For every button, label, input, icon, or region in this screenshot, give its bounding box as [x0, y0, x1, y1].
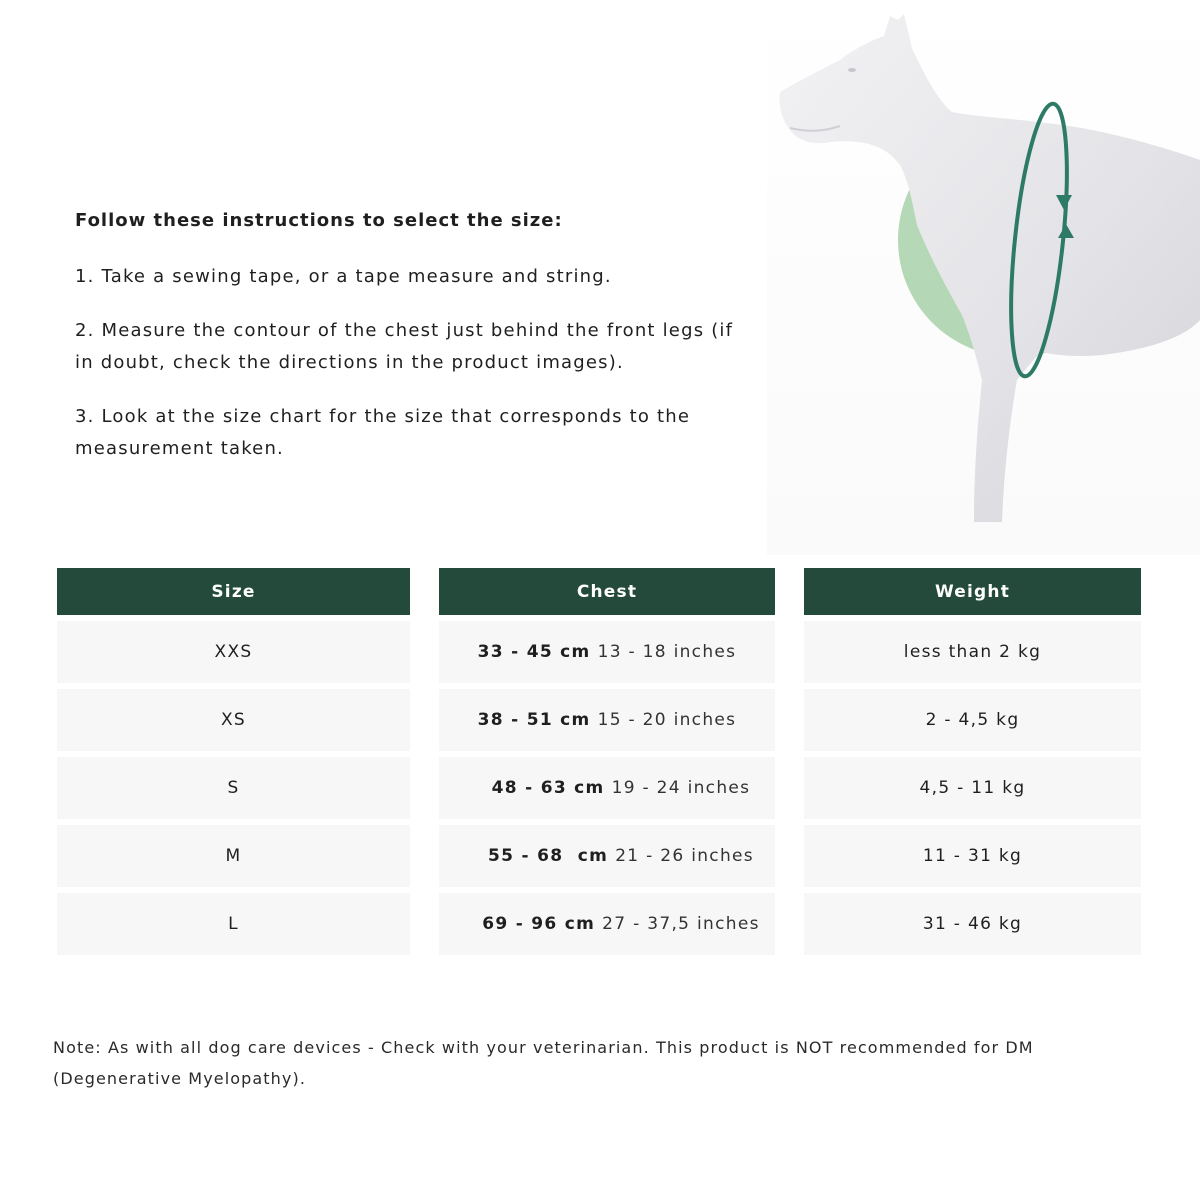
- chest-cm: 38 - 51 cm: [477, 710, 591, 730]
- size-cell-m: M: [57, 825, 410, 887]
- size-header: Size: [57, 568, 410, 615]
- chest-cm: 48 - 63 cm: [491, 778, 605, 798]
- chest-column: [439, 568, 775, 961]
- chest-cm: 69 - 96 cm: [482, 914, 596, 934]
- weight-cell-s: 4,5 - 11 kg: [804, 757, 1141, 819]
- size-cell-xs: XS: [57, 689, 410, 751]
- chest-inches: 19 - 24 inches: [611, 778, 751, 798]
- instruction-step-3: 3. Look at the size chart for the size that corresponds to the measurement taken.: [75, 406, 691, 459]
- weight-column: [804, 568, 1141, 961]
- instruction-step-1: 1. Take a sewing tape, or a tape measure and string.: [75, 266, 612, 287]
- chest-cm: 55 - 68 cm: [488, 846, 609, 866]
- veterinarian-note: Note: As with all dog care devices - Check with your veterinarian. This product is NOT recommended for DM (Degenerative Myelopathy).: [53, 1038, 1034, 1088]
- size-cell-l: L: [57, 893, 410, 955]
- chest-inches: 15 - 20 inches: [597, 710, 737, 730]
- instruction-step-2: 2. Measure the contour of the chest just behind the front legs (if in doubt, check the directions in the product images).: [75, 320, 734, 373]
- chest-cm: 33 - 45 cm: [477, 642, 591, 662]
- chest-cell-s: [439, 757, 775, 819]
- weight-cell-xs: 2 - 4,5 kg: [804, 689, 1141, 751]
- size-cell-s: S: [57, 757, 410, 819]
- chest-inches: 27 - 37,5 inches: [602, 914, 760, 934]
- chest-header: Chest: [439, 568, 775, 615]
- chest-cell-xxs: [439, 621, 775, 683]
- weight-cell-l: 31 - 46 kg: [804, 893, 1141, 955]
- instructions-heading: Follow these instructions to select the size:: [75, 210, 563, 231]
- weight-cell-xxs: less than 2 kg: [804, 621, 1141, 683]
- instructions-block: [75, 210, 755, 487]
- chest-inches: 21 - 26 inches: [615, 846, 754, 866]
- dog-chest-measurement-icon: [712, 0, 1200, 555]
- chest-cell-m: [439, 825, 775, 887]
- chest-cell-xs: [439, 689, 775, 751]
- size-cell-xxs: XXS: [57, 621, 410, 683]
- chest-cell-l: [439, 893, 775, 955]
- weight-header: Weight: [804, 568, 1141, 615]
- chest-inches: 13 - 18 inches: [597, 642, 737, 662]
- size-column: [57, 568, 410, 961]
- weight-cell-m: 11 - 31 kg: [804, 825, 1141, 887]
